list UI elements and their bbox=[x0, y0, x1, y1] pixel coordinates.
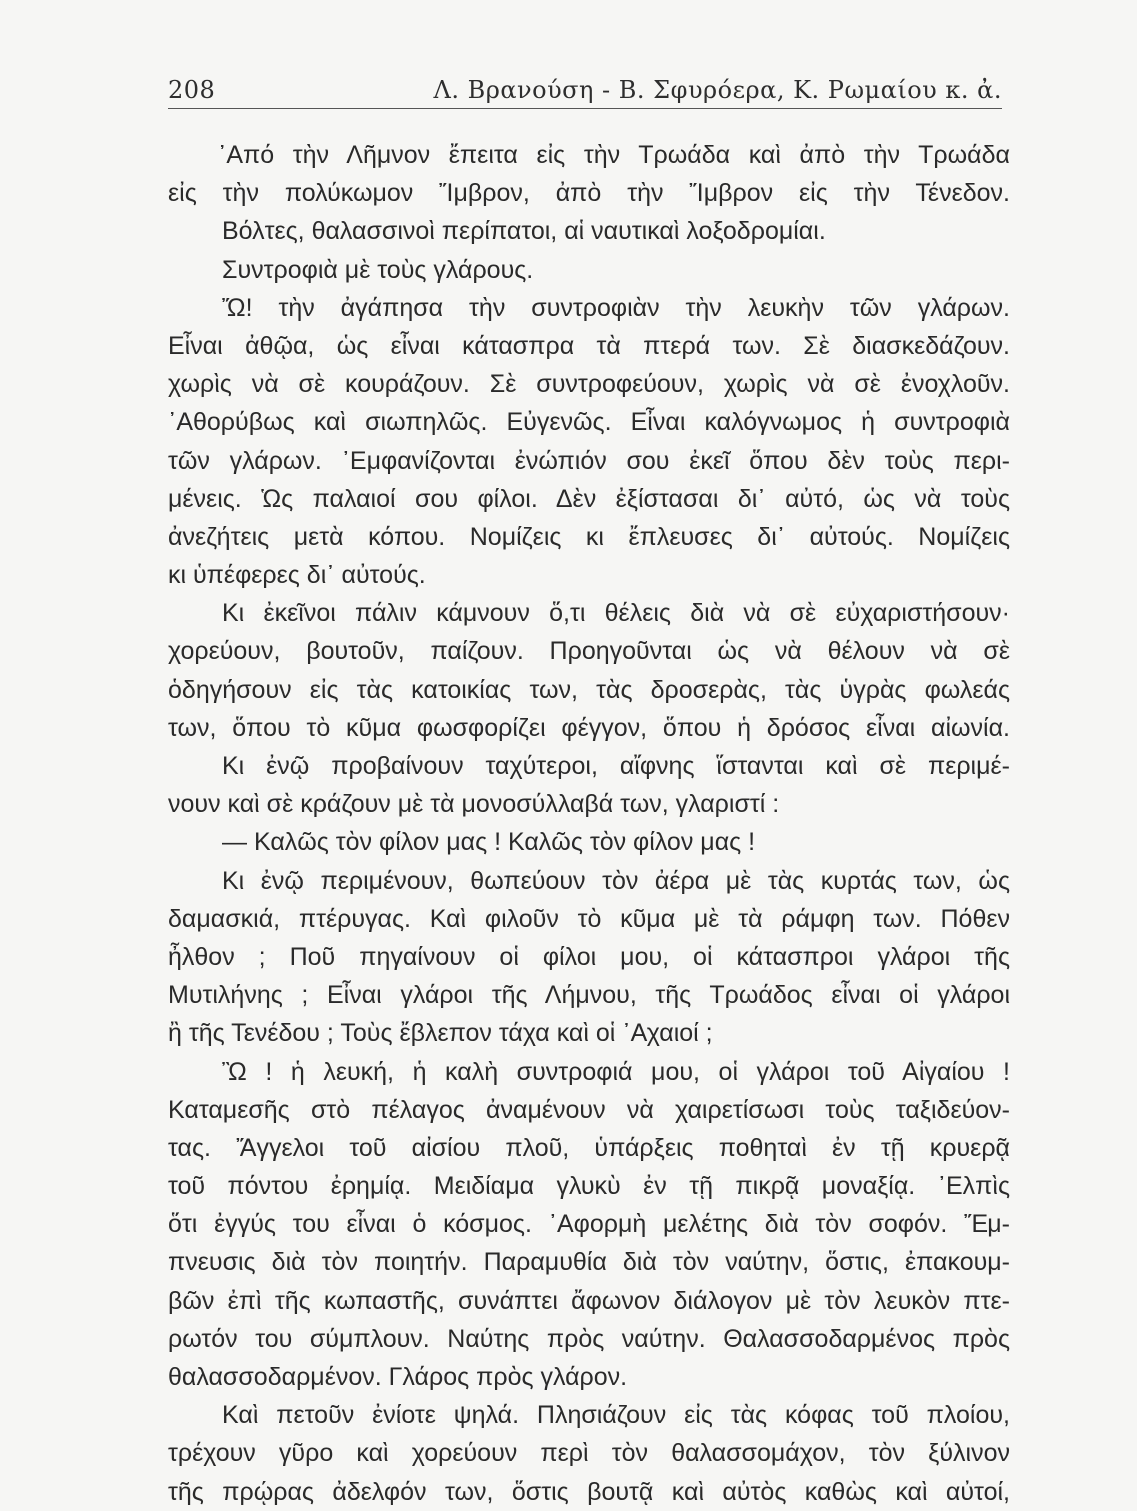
running-header bbox=[168, 72, 1002, 109]
text-line: τοῦ πόντου ἐρημίᾳ. Μειδίαμα γλυκὺ ἐν τῇ πικρᾷ μοναξίᾳ. ᾿Ελπὶς bbox=[168, 1172, 1010, 1201]
text-line: Κι ἐκεῖνοι πάλιν κάμνουν ὅ,τι θέλεις διὰ νὰ σὲ εὐχαριστήσουν· bbox=[222, 599, 1010, 628]
text-line: νουν καὶ σὲ κράζουν μὲ τὰ μονοσύλλαβά των, γλαριστί : bbox=[168, 790, 780, 819]
text-line: μένεις. Ὡς παλαιοί σου φίλοι. Δὲν ἐξίστασαι δι᾿ αὐτό, ὡς νὰ τοὺς bbox=[168, 484, 1010, 513]
text-line: Εἶναι ἀθῷα, ὡς εἶναι κάτασπρα τὰ πτερά των. Σὲ διασκεδάζουν. bbox=[168, 331, 1010, 360]
text-line: δαμασκιά, πτέρυγας. Καὶ φιλοῦν τὸ κῦμα μὲ τὰ ράμφη των. Πόθεν bbox=[168, 904, 1010, 933]
text-line: ᾿Αθορύβως καὶ σιωπηλῶς. Εὐγενῶς. Εἶναι καλόγνωμος ἡ συντροφιὰ bbox=[168, 408, 1010, 437]
text-line: τῶν γλάρων. ᾿Εμφανίζονται ἐνώπιόν σου ἐκεῖ ὅπου δὲν τοὺς περι- bbox=[168, 446, 1010, 475]
text-line: χωρὶς νὰ σὲ κουράζουν. Σὲ συντροφεύουν, χωρὶς νὰ σὲ ἐνοχλοῦν. bbox=[168, 370, 1010, 399]
text-line: Ὢ ! ἡ λευκή, ἡ καλὴ συντροφιά μου, οἱ γλάροι τοῦ Αἰγαίου ! bbox=[222, 1057, 1010, 1086]
text-line: ἢ τῆς Τενέδου ; Τοὺς ἔβλεπον τάχα καὶ οἱ ᾿Αχαιοί ; bbox=[168, 1019, 713, 1048]
text-line: Συντροφιὰ μὲ τοὺς γλάρους. bbox=[222, 255, 534, 284]
text-line: Ὤ! τὴν ἀγάπησα τὴν συντροφιὰν τὴν λευκὴν τῶν γλάρων. bbox=[222, 293, 1010, 322]
text-line: ἀνεζήτεις μετὰ κόπου. Νομίζεις κι ἔπλευσες δι᾿ αὐτούς. Νομίζεις bbox=[168, 522, 1010, 551]
text-line: Κι ἐνῷ προβαίνουν ταχύτεροι, αἴφνης ἵστανται καὶ σὲ περιμέ- bbox=[222, 752, 1010, 780]
text-line: ᾿Από τὴν Λῆμνον ἔπειτα εἰς τὴν Τρωάδα καὶ ἀπὸ τὴν Τρωάδα bbox=[218, 141, 1010, 169]
text-line: πνευσις διὰ τὸν ποιητήν. Παραμυθία διὰ τὸν ναύτην, ὅστις, ἐπακουμ- bbox=[168, 1248, 1010, 1277]
text-line: ὁδηγήσουν εἰς τὰς κατοικίας των, τὰς δροσερὰς, τὰς ὑγρὰς φωλεάς bbox=[168, 675, 1010, 704]
text-line: τας. Ἄγγελοι τοῦ αἰσίου πλοῦ, ὑπάρξεις ποθηταὶ ἐν τῇ κρυερᾷ bbox=[168, 1133, 1010, 1162]
text-line: εἰς τὴν πολύκωμον Ἴμβρον, ἀπὸ τὴν Ἴμβρον εἰς τὴν Τένεδον. bbox=[168, 179, 1010, 208]
text-line: τῆς πρῴρας ἀδελφόν των, ὅστις βουτᾷ καὶ αὐτὸς καθὼς καὶ αὐτοί, bbox=[168, 1477, 1010, 1506]
text-line: Κι ἐνῷ περιμένουν, θωπεύουν τὸν ἀέρα μὲ τὰς κυρτάς των, ὡς bbox=[222, 866, 1010, 895]
text-line: των, ὅπου τὸ κῦμα φωσφορίζει φέγγον, ὅπου ἡ δρόσος εἶναι αἰωνία. bbox=[168, 713, 1010, 742]
text-line: Καταμεσῆς στὸ πέλαγος ἀναμένουν νὰ χαιρετίσωσι τοὺς ταξιδεύον- bbox=[168, 1095, 1010, 1124]
page-number: 208 bbox=[168, 76, 216, 104]
text-line: ἦλθον ; Ποῦ πηγαίνουν οἱ φίλοι μου, οἱ κάτασπροι γλάροι τῆς bbox=[168, 942, 1010, 971]
text-line: κι ὑπέφερες δι᾿ αὐτούς. bbox=[168, 561, 426, 590]
text-line: ρωτόν του σύμπλουν. Ναύτης πρὸς ναύτην. Θαλασσοδαρμένος πρὸς bbox=[168, 1324, 1010, 1353]
text-line: Βόλτες, θαλασσινοὶ περίπατοι, αἱ ναυτικαὶ λοξοδρομίαι. bbox=[222, 217, 826, 246]
text-line: ὅτι ἐγγύς του εἶναι ὁ κόσμος. ᾿Αφορμὴ μελέτης διὰ τὸν σοφόν. Ἔμ- bbox=[168, 1210, 1010, 1239]
text-line: χορεύουν, βουτοῦν, παίζουν. Προηγοῦνται ὡς νὰ θέλουν νὰ σὲ bbox=[168, 637, 1010, 666]
text-line: — Καλῶς τὸν φίλον μας ! Καλῶς τὸν φίλον μας ! bbox=[222, 828, 756, 857]
text-line: βῶν ἐπὶ τῆς κωπαστῆς, συνάπτει ἄφωνον διάλογον μὲ τὸν λευκὸν πτε- bbox=[168, 1286, 1010, 1315]
running-title: Λ. Βρανούση - Β. Σφυρόερα, Κ. Ρωμαίου κ. ἀ. bbox=[433, 76, 1002, 104]
text-line: Καὶ πετοῦν ἐνίοτε ψηλά. Πλησιάζουν εἰς τὰς κόφας τοῦ πλοίου, bbox=[222, 1401, 1010, 1430]
text-line: θαλασσοδαρμένον. Γλάρος πρὸς γλάρον. bbox=[168, 1363, 628, 1391]
text-line: Μυτιλήνης ; Εἶναι γλάροι τῆς Λήμνου, τῆς Τρωάδος εἶναι οἱ γλάροι bbox=[168, 981, 1010, 1010]
text-line: τρέχουν γῦρο καὶ χορεύουν περὶ τὸν θαλασσομάχον, τὸν ξύλινον bbox=[168, 1439, 1010, 1468]
body-text bbox=[168, 136, 1010, 1511]
